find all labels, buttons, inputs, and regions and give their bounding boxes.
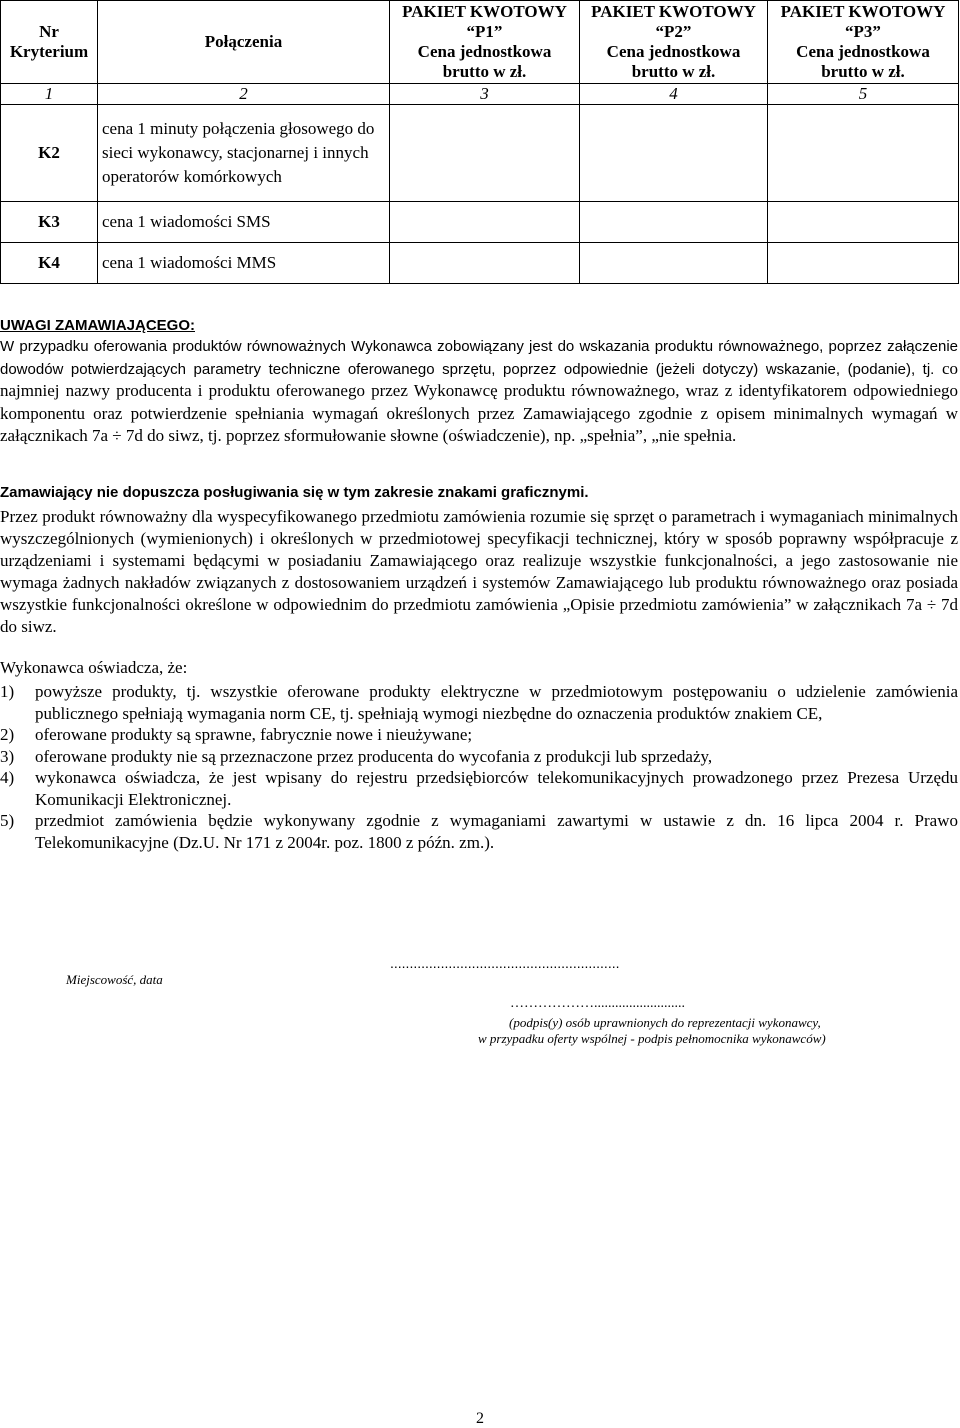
remarks-p1-part2: co najmniej nazwy producenta i produktu oferowanego przez Wykonawcę produktu równoważnego, wraz z identyfikatorem odpowiedniego komponentu oraz potwierdzenie spełniania wymagań określonych przez Zamawiającego zgodnie z opisem minimalnych wymagań w załącznikach 7a ÷ 7d do siwz, tj.: [0, 358, 958, 446]
header-nr-line1: Nr: [39, 22, 59, 41]
table-row: [1, 105, 959, 202]
place-date-caption: Miejscowość, data: [66, 972, 163, 987]
column-number-row: [1, 84, 959, 105]
list-item-text: oferowane produkty nie są przeznaczone przez producenta do wycofania z produkcji lub sprzedaży,: [35, 746, 713, 766]
price-cell-p3[interactable]: [768, 105, 959, 202]
criterion-description: cena 1 minuty połączenia głosowego do sieci wykonawcy, stacjonarnej i innych operatorów komórkowych: [98, 105, 390, 202]
list-item-number: 4): [0, 768, 15, 787]
price-cell-p2[interactable]: [580, 202, 768, 243]
package-price-label: Cena jednostkowa: [796, 42, 930, 61]
column-number: 5: [768, 84, 959, 105]
criterion-code: K2: [1, 105, 98, 202]
column-number: 1: [1, 84, 98, 105]
package-title: PAKIET KWOTOWY: [402, 2, 567, 21]
table-row: [1, 202, 959, 243]
list-item-number: 1): [0, 682, 15, 701]
header-package-p3: [768, 1, 959, 84]
signature-caption-line1: (podpis(y) osób uprawnionych do reprezentacji wykonawcy,: [509, 1015, 821, 1030]
declaration-title: Wykonawca oświadcza, że:: [0, 658, 188, 677]
price-cell-p2[interactable]: [580, 105, 768, 202]
column-number: 3: [390, 84, 580, 105]
list-item-text: powyższe produkty, tj. wszystkie oferowane produkty elektryczne w przedmiotowym postępowaniu o udzielenie zamówienia publicznego spełniają wymagania norm CE, tj. spełniają wymogi niezbędne do oznaczenia produktów znakiem CE,: [35, 682, 958, 723]
remarks-p1-part3: poprzez sformułowanie słowne (oświadczenie), np. „spełnia”, „nie spełnia.: [221, 426, 737, 446]
place-date-line[interactable]: ...........................................................: [390, 955, 620, 971]
header-package-p2: [580, 1, 768, 84]
declaration-list: [0, 681, 958, 853]
package-code: “P3”: [845, 22, 881, 41]
package-price-unit: brutto w zł.: [442, 62, 527, 81]
page-number: 2: [476, 1410, 484, 1427]
signature-line[interactable]: ………………..........................: [510, 996, 685, 1011]
signature-caption-line2: w przypadku oferty wspólnej - podpis pełnomocnika wykonawców): [478, 1031, 826, 1046]
price-cell-p1[interactable]: [390, 243, 580, 284]
criterion-code: K4: [1, 243, 98, 284]
list-item-number: 3): [0, 746, 15, 766]
header-package-p1: [390, 1, 580, 84]
price-cell-p3[interactable]: [768, 243, 959, 284]
list-item-text: wykonawca oświadcza, że jest wpisany do rejestru przedsiębiorców telekomunikacyjnych prowadzonego przez Prezesa Urzędu Komunikacji Elektronicznej.: [35, 768, 958, 809]
criterion-description: cena 1 wiadomości MMS: [98, 243, 390, 284]
criterion-description: cena 1 wiadomości SMS: [98, 202, 390, 243]
package-price-label: Cena jednostkowa: [417, 42, 552, 61]
header-connections: Połączenia: [98, 1, 390, 84]
price-cell-p3[interactable]: [768, 202, 959, 243]
price-cell-p1[interactable]: [390, 202, 580, 243]
package-code: “P1”: [466, 22, 503, 41]
table-header-row: [1, 1, 959, 84]
package-code: “P2”: [655, 22, 692, 41]
column-number: 4: [580, 84, 768, 105]
package-title: PAKIET KWOTOWY: [780, 2, 946, 21]
list-item-text: oferowane produkty są sprawne, fabrycznie nowe i nieużywane;: [35, 725, 473, 744]
list-item: [0, 724, 958, 746]
list-item: [0, 746, 958, 768]
header-nr: [1, 1, 98, 84]
list-item: [0, 810, 958, 853]
header-nr-line2: Kryterium: [9, 42, 89, 61]
table-row: [1, 243, 959, 284]
package-price-unit: brutto w zł.: [631, 62, 716, 81]
remarks-paragraph-1: [0, 336, 958, 448]
package-price-unit: brutto w zł.: [821, 62, 905, 81]
package-title: PAKIET KWOTOWY: [591, 2, 756, 21]
remarks-title: UWAGI ZAMAWIAJĄCEGO:: [0, 317, 195, 334]
remarks-paragraph-2: Przez produkt równoważny dla wyspecyfikowanego przedmiotu zamówienia rozumie się sprzęt o parametrach i wymaganiach minimalnych wyszczególnionych (wymienionych) i określonych w przedmiotowej specyfikacji technicznej, który w sposób poprawny współpracuje z urządzeniami i systemami będącymi w posiadaniu Zamawiającego oraz realizuje wszystkie funkcjonalności, a jego zastosowanie nie wymaga żadnych nakładów związanych z dostosowaniem urządzeń i systemów Zamawiającego lub produktu równoważnego oraz posiada wszystkie funkcjonalności określone w odpowiednim do przedmiotu zamówienia „Opisie przedmiotu zamówienia” w załącznikach 7a ÷ 7d do siwz.: [0, 507, 958, 636]
column-number: 2: [98, 84, 390, 105]
list-item: [0, 681, 958, 724]
list-item-text: przedmiot zamówienia będzie wykonywany zgodnie z wymaganiami zawartymi w ustawie z dn. 16 lipca 2004 r. Prawo Telekomunikacyjne (Dz.U. Nr 171 z 2004r. poz. 1800 z późn. zm.).: [35, 811, 958, 852]
list-item-number: 5): [0, 811, 15, 830]
list-item: [0, 767, 958, 810]
remarks-bold-line: Zamawiający nie dopuszcza posługiwania się w tym zakresie znakami graficznymi.: [0, 484, 589, 501]
price-table: [0, 0, 959, 284]
price-cell-p2[interactable]: [580, 243, 768, 284]
package-price-label: Cena jednostkowa: [606, 42, 741, 61]
criterion-code: K3: [1, 202, 98, 243]
remarks-p1-part1: W przypadku oferowania produktów równoważnych Wykonawca zobowiązany jest do wskazania produktu równoważnego, poprzez załączenie dowodów potwierdzających parametry techniczne oferowanego sprzętu, poprzez odpowiednie (jeżeli dotyczy) wskazanie, (podanie), tj.: [0, 338, 958, 378]
price-cell-p1[interactable]: [390, 105, 580, 202]
list-item-number: 2): [0, 725, 15, 744]
